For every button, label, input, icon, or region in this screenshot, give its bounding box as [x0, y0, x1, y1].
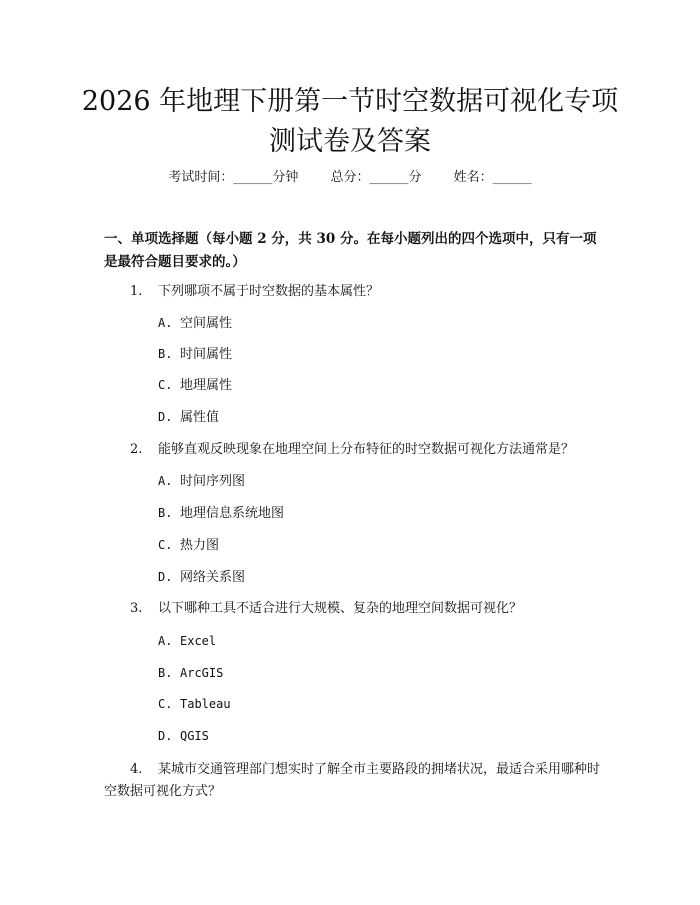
- question-2: [130, 439, 600, 461]
- option-letter: B.: [158, 666, 173, 680]
- total-score: 总分：______分: [330, 170, 422, 185]
- option-letter: A.: [158, 316, 173, 330]
- exam-time: 考试时间：______分钟: [168, 170, 299, 185]
- option-text: 属性值: [180, 410, 220, 425]
- question-text: 能够直观反映现象在地理空间上分布特征的时空数据可视化方法通常是？: [158, 442, 575, 457]
- option-3d: [158, 726, 209, 747]
- option-text: 热力图: [180, 538, 220, 553]
- option-letter: C.: [158, 538, 173, 552]
- option-text: ArcGIS: [180, 666, 224, 680]
- option-1b: [158, 344, 232, 365]
- question-number: 4.: [130, 762, 143, 777]
- question-4: [104, 759, 604, 803]
- option-text: 地理信息系统地图: [180, 506, 285, 521]
- exam-meta: [0, 168, 700, 188]
- question-number: 3.: [130, 601, 143, 616]
- question-1: [130, 281, 600, 303]
- question-text: 下列哪项不属于时空数据的基本属性？: [158, 284, 380, 299]
- option-2b: [158, 503, 284, 524]
- page-title: [60, 82, 640, 162]
- option-text: 时间序列图: [180, 474, 246, 489]
- question-text: 以下哪种工具不适合进行大规模、复杂的地理空间数据可视化？: [158, 601, 523, 616]
- option-2c: [158, 535, 219, 556]
- question-number: 2.: [130, 442, 143, 457]
- option-letter: A.: [158, 634, 173, 648]
- option-text: 网络关系图: [180, 570, 246, 585]
- section-heading: 一、单项选择题（每小题 2 分，共 30 分。在每小题列出的四个选项中，只有一项是最符合题目要求的。）: [104, 231, 597, 270]
- option-2a: [158, 471, 245, 492]
- option-3b: [158, 663, 223, 684]
- option-1c: [158, 375, 232, 396]
- option-letter: D.: [158, 729, 173, 743]
- title-line-1: 2026 年地理下册第一节时空数据可视化专项: [81, 86, 619, 117]
- option-text: Excel: [180, 634, 217, 648]
- option-text: Tableau: [180, 697, 231, 711]
- question-3: [130, 598, 600, 620]
- option-letter: A.: [158, 474, 173, 488]
- option-letter: B.: [158, 347, 173, 361]
- option-letter: C.: [158, 378, 173, 392]
- question-number: 1.: [130, 284, 143, 299]
- option-2d: [158, 567, 245, 588]
- option-1a: [158, 313, 232, 334]
- option-letter: C.: [158, 697, 173, 711]
- option-letter: D.: [158, 410, 173, 424]
- option-letter: B.: [158, 506, 173, 520]
- title-line-2: 测试卷及答案: [269, 126, 431, 157]
- student-name: 姓名：______: [453, 170, 532, 185]
- option-text: 地理属性: [180, 378, 233, 393]
- option-3c: [158, 694, 231, 715]
- option-letter: D.: [158, 570, 173, 584]
- option-text: 空间属性: [180, 316, 233, 331]
- option-1d: [158, 407, 219, 428]
- question-text: 某城市交通管理部门想实时了解全市主要路段的拥堵状况，最适合采用哪种时空数据可视化方式？: [104, 762, 601, 799]
- option-text: 时间属性: [180, 347, 233, 362]
- option-3a: [158, 631, 216, 652]
- option-text: QGIS: [180, 729, 209, 743]
